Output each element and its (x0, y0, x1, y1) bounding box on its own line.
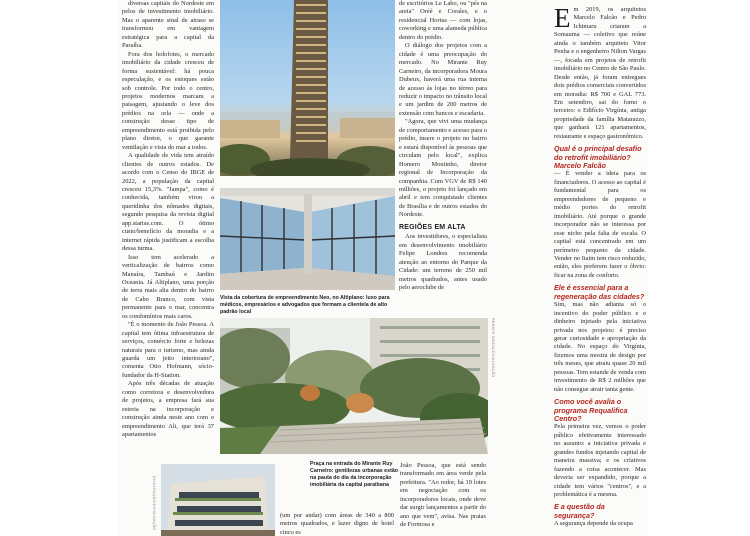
article-column-bottom (280, 512, 394, 536)
interview-answer: A segurança depende da ocupa (554, 520, 633, 528)
paragraph: Aos investidores, o especialista em desenvolvimento imobiliário Felipe Londres recomenda atenção ao entorno do Parque da Cidade: um terreno de 250 mil metros quadrados, antes usado pelo aeroclube de (399, 233, 487, 291)
mirante-square-photo (220, 318, 488, 454)
article-column-continued (400, 462, 486, 530)
interview-answer: — É vender a ideia para os financiadores. O acesso ao capital é fundamental para os empreendedores de pequeno e médio portes do retrofit imobiliário. Até porque o grande incorporador não se interessa por esse nicho pela falta de escala. O capital está concentrado em um perímetro pequeno da cidade. Vender no Itaim tem risco reduzido, então, eles preferem fazer o óbvio: ficar na zona de conforto. (554, 170, 646, 279)
intro-text: m 2019, os arquitetos Marcelo Falcão e Pedro Ichimaru criaram a Somauma — coletivo que reúne ainda o também arquiteto Vitor Penha e o engenheiro Nilton Vargas —, focada em projetos de retrofit imobiliário no Centro de São Paulo. Desde então, já foram entregues dois prédios comerciais convertidos em moradia: R$ 700 e GAL 773. Em setembro, sai do forno o terceiro: o Edifício Virgínia, antiga propriedade da família Matarazzo, que ganhará 121 apartamentos, restaurante e espaço gastronômico. (554, 6, 646, 140)
paragraph: João Pessoa, que está sendo transformado em área verde pela prefeitura. "Ao redor, há 19 lotes em negociação com os incorporadores locais, onde deve dar surgir lançamentos a partir do ano que vem", avisa. Nas praias de Formosa e (400, 462, 486, 529)
drop-cap: E (554, 3, 571, 33)
interview-answer: Pela primeira vez, vemos o poder público efetivamente interessado no assunto: a iniciativa privada e grandes fundos injetando capital de maneira massiva; e os criativos fazendo a coisa acontecer. Mas deveria ser expandido, porque a cidade tem vários "centros", e a problemática é a mesma. (554, 423, 646, 498)
square-caption: Praça na entrada do Mirante Ruy Carneiro: gentilezas urbanas estão na pauta do dia da incorporação imobiliária da capital paraibana (310, 461, 399, 488)
paragraph: A qualidade de vida tem atraído clientes de outros estados. De acordo com o Censo do IBGE de 2022, a população da capital cresceu 15,3%. "Jampa", como é conhecida, também virou a queridinha dos nômades digitais, segundo pesquisa da revista digital app.startse.com. O ótimo custo/benefício da moradia e a internet rápida justificam a escolha dessa turma. (122, 152, 214, 253)
tower-photo (220, 0, 395, 176)
interior-caption: Vista da cobertura de empreendimento Neo, no Altiplano: luxo para médicos, empresários e advogados que formam a clientela de alto padrão local (220, 295, 390, 315)
article-column-left (122, 0, 214, 440)
paragraph: Fora dos holofotes, o mercado imobiliário da cidade cresceu de forma sustentável: há pouca especulação, e os estoques estão sob controle. Por todo o centro, projetos modernos marcam a paisagem, ajustando o leve dos prédios na orla — onde a construção desse tipo de empreendimento está proibida pelo plano diretor, o que garante ventilação e vista do mar a todos. (122, 50, 214, 151)
paragraph: de escritórios Le Labo, ou "pés na areia" Oréé e Corales, e o residencial Hortus — com lojas, coworking e uma alameda pública dentro do prédio. (399, 0, 487, 41)
paragraph: "Agora, que vivi uma mudança de comportamento e acesso para o prédio, insere o projeto no bairro e estará disponível às pessoas que circulam pelo local", explica Homero Moutinho, diretor regional de Incorporação da companhia. Com VGV de R$ 140 milhões, o projeto foi lançado em abril e tem conquistado clientes de Brasília e de outros estados do Nordeste. (399, 118, 487, 219)
interview-question: Ele é essencial para a regeneração das cidades? (554, 283, 645, 301)
photo-credit: RENATO SOUZA/DIVULGAÇÃO (491, 318, 495, 378)
section-heading: REGIÕES EM ALTA (399, 223, 466, 231)
paragraph: Isso tem acelerado a verticalização de bairros como Manaíra, Tambaú e Jardim Oceania. Já Altiplano, uma porção de terra mais alta dentro do bairro de Cabo Branco, com vista permanente para o mar, concentra os condomínios mais caros. (122, 253, 214, 320)
interview-question: E a questão da segurança? (554, 502, 605, 520)
paragraph: Após três décadas de atuação como corretora e desenvolvedora de projetos, a empresa fará sua estreia na incorporação e construção ainda neste ano com o empreendimento Alt, que terá 37 apartamentos (122, 380, 214, 439)
paragraph: O diálogo dos projetos com a cidade é uma preocupação do mercado. No Mirante Ruy Carneiro, da incorporadora Moura Dubeux, haverá uma rua interna de acesso às lojas no térreo para reduzir o impacto no trânsito local e um jardim de 200 metros de extensão com bancos e escadaria. (399, 42, 487, 117)
interview-question: Como você avalia o programa Requalifica Centro? (554, 397, 628, 423)
paragraph: "É o momento de João Pessoa. A capital tem ótima infraestrutura de serviços, comércio forte e belezas naturais para o turismo, mas ainda guarda um jeito interiorano", comenta Otto Hofmann, sócio-fundador da H-Station. (122, 321, 214, 379)
article-column-middle (399, 0, 487, 292)
magazine-page (118, 0, 648, 536)
paragraph: (um por andar) com áreas de 340 a 800 metros quadrados, e lazer digno de hotel cinco es (280, 512, 394, 536)
interview-answer: Sim, mas não adianta só o incentivo do poder público e o dinheiro injetado pela iniciativa privada nos projetos: é preciso gerar curiosidade e apropriação da cidade. No espaço do Virgínia, fizemos uma mostra de design por três meses, que atraiu quase 20 mil pessoas. Tem estande de venda com investimento de R$ 2 milhões que não consegue atrair tanta gente. (554, 301, 646, 393)
photo-credit: DIVULGAÇÃO/DIVULGAÇÃO (152, 476, 156, 531)
interview-question: Qual é o principal desafio do retrofit imobiliário? Marcelo Falcão (554, 144, 642, 171)
alt-building-photo (161, 464, 275, 536)
penthouse-interior-photo (220, 188, 395, 290)
interview-column (554, 3, 646, 529)
paragraph: diversas capitais do Nordeste em pelos de investimento imobiliário. Mas o aparente sinal de atraso se transformou em vantagem estratégica para a capital da Paraíba. (122, 0, 214, 50)
interview-intro (554, 3, 646, 141)
